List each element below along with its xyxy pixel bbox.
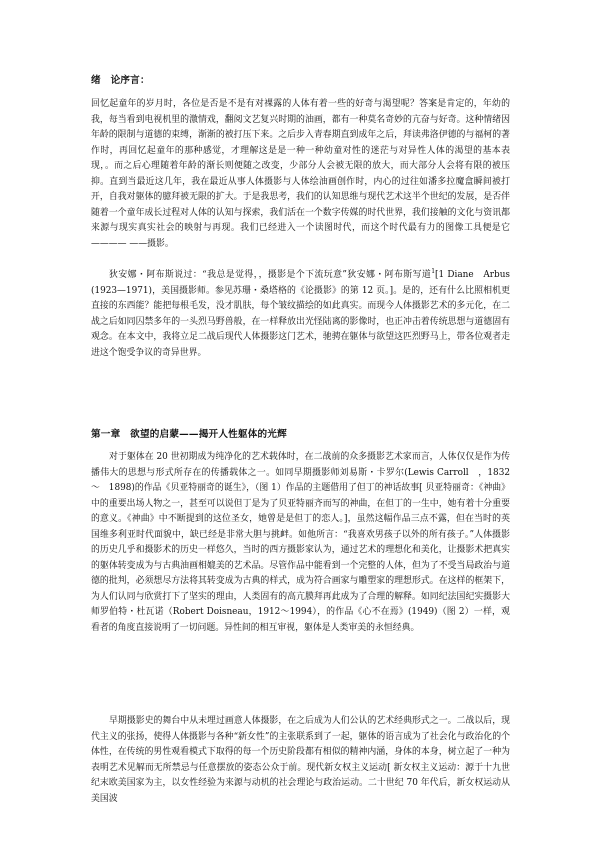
intro-heading: 绪 论序言： bbox=[91, 75, 150, 86]
intro-paragraph-2 bbox=[91, 268, 519, 361]
intro-paragraph-1: 回忆起童年的岁月时，各位是否是不是有对裸露的人体有着一些的好奇与渴望呢？答案是肯定的，年幼的我，每当看到电视机里的激情戏，翻阅文艺复兴时期的油画，都有一种莫名奇妙的亢奋与好奇。这种情绪因年龄的限制与道德的束缚，渐渐的被打压下来。之后步入青春期直到成年之后，拜读弗洛伊德的与福柯的著作时，再回忆起童年的那种感觉，才理解这是是一种一种幼童对性的迷茫与对异性人体的渴望的基本表现，。而之后心理随着年龄的渐长则便随之改变，少部分人会被无限的放大，而大部分人会将有限的被压抑。直到当最近这几年，我在最近从事人体摄影与人体绘油画创作时，内心的过往如潘多拉魔盒瞬间被打开，自我对躯体的臆拜被无限的扩大。于是我思考，我们的认知思维与现代艺术这半个世纪的发展，是否伴随着一个童年成长过程对人体的认知与探索，我们活在一个数字传媒的时代世界，我们接触的文化与资讯都来源与现实真实社会的映射与再现。我们已经进入一个读图时代，而这个时代最有力的图像工具便是它———— ——摄影。 bbox=[91, 99, 510, 249]
chapter-1-paragraph-2: 早期摄影史的舞台中从未埋过画意人体摄影，在之后成为人们公认的艺术经典形式之一。二战以后，现代主义的张扬，使得人体摄影与各种“新女性”的主张联系到了一起，躯体的语言成为了社会化与政治化的个体性，在传统的男性观看模式下取得的每一个历史阶段都有相似的精神内涵，身体的本身，树立起了一种为表明艺术见解而无所禁忌与任意摆放的姿态公众于前。现代新女权主义运动[ 新女权主义运动：源于十九世纪末欧美国家为主，以女性经验为来源与动机的社会理论与政治运动。二十世纪 70 年代后，新女权运动从美国波 bbox=[91, 716, 510, 804]
intro-paragraph-2-text-a: 狄安娜・阿布斯说过：“我总是觉得，，摄影是个下流玩意”狄安娜・阿布斯写道 bbox=[109, 270, 432, 280]
chapter-1-heading: 第一章 欲望的启蒙——揭开人性躯体的光辉 bbox=[91, 429, 287, 440]
footnote-marker: 1 bbox=[431, 268, 436, 276]
intro-paragraph-2-text-b: [1 Diane Arbus (1923—1971)，美国摄影师。参见苏珊・桑塔格的《论摄影》的第 12 页。]。是的，还有什么比照相机更直接的东西能？能把每根毛发，没才肌肤，每个皱纹描绘的如此真实。而现今人体摄影艺术的多元化，在二战之后如同囚禁多年的一头烈马野兽般，在一样释放出光怪陆离的影像时，也正冲击着传统思想与道德固有观念。在本文中，我将立足二战后现代人体摄影这门艺术，驰骋在躯体与欲望这匹烈野马上，带各位观者走进这个饱受争议的奇异世界。 bbox=[91, 270, 519, 358]
chapter-1-paragraph-1: 对于躯体在 20 世初期成为纯净化的艺术载体时，在二战前的众多摄影艺术家而言，人体仅仅是作为传播伟大的思想与形式所存在的传播载体之一。如同早期摄影师刘易斯・卡罗尔(Lewis Carroll ，1832 ～ 1898)的作品《贝亚特丽奇的诞生》，（图 1）作品的主题借用了但丁的神话故事[ 贝亚特丽奇：《神曲》中的重要出场人物之一，甚至可以说但丁是为了贝亚特丽齐而写的神曲，在但丁的一生中，她有着十分重要的意义。《神曲》中不断提到的这位圣女，她曾是是但丁的恋人。]，虽然这幅作品三点不露，但在当时的英国维多利亚时代面貌中，缺已经是非常大胆与挑衅。如他所言：“我喜欢男孩子以外的所有孩子。”人体摄影的历史几乎和摄影术的历史一样悠久，当时的西方摄影家认为，通过艺术的理想化和美化，让摄影术把真实的躯体转变成为与古典油画相媲美的艺术品。尽管作品中能看到一个完整的人体，但为了不受当局政治与道德的批判，必须想尽方法将其转变成为古典的样式，成为符合画家与雕塑家的理想形式。在这样的框架下，为人们认同与欣赏打下了坚实的理由，人类固有的高亢膜拜再此成为了合理的解释。如同纪法国纪实摄影大师罗伯特・杜瓦诺（Robert Doisneau，1912～1994），的作品《心不在焉》(1949)（图 2）一样，观看者的角度直接说明了一切问题。异性间的相互审视，躯体是人类审美的永恒经典。 bbox=[91, 452, 519, 633]
